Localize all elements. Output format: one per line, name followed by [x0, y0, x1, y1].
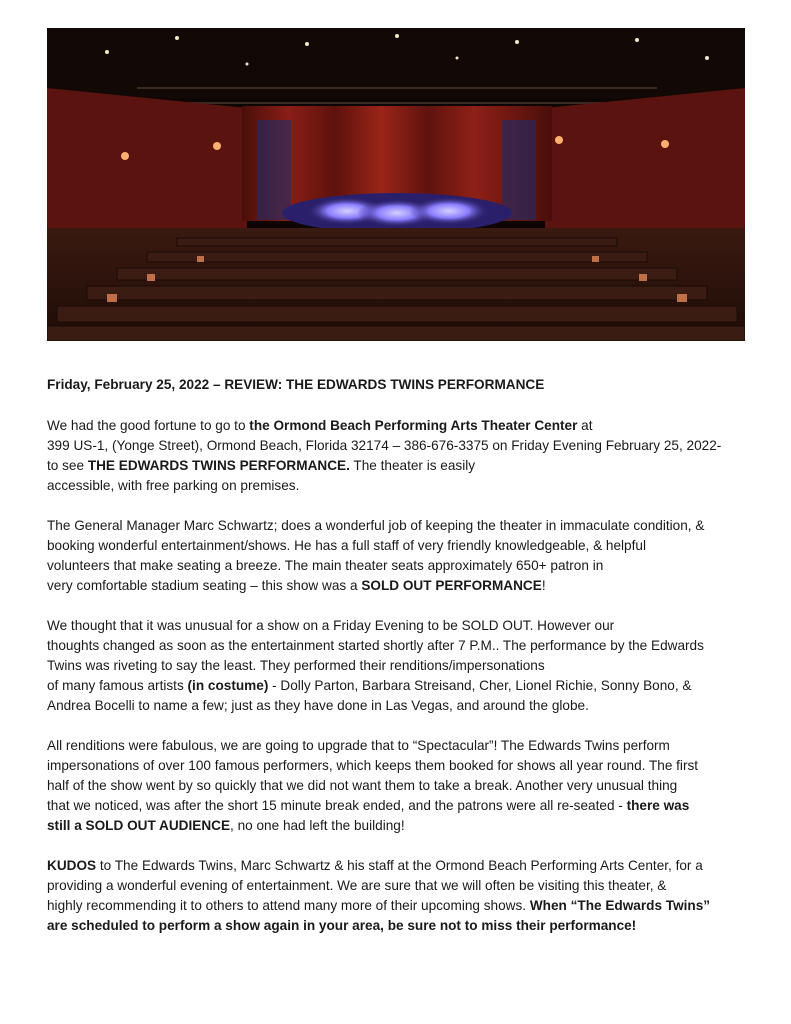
review-article	[47, 375, 747, 956]
paragraph-venue: We had the good fortune to go to the Ormond Beach Performing Arts Theater Center at 399 US-1, (Yonge Street), Ormond Beach, Florida 32174 – 386-676-3375 on Friday Evening February 25, 2022- to see THE EDWARDS TWINS PERFORMANCE. The theater is easily accessible, with free parking on premises.	[47, 418, 722, 493]
paragraph-kudos: KUDOS to The Edwards Twins, Marc Schwartz & his staff at the Ormond Beach Performing Arts Center, for a providing a wonderful evening of entertainment. We are sure that we will often be visiting this theater, & highly recommending it to others to attend many more of their upcoming shows. When “The Edwards Twins” are scheduled to perform a show again in your area, be sure not to miss their performance!	[47, 858, 711, 933]
review-heading: Friday, February 25, 2022 – REVIEW: THE EDWARDS TWINS PERFORMANCE	[47, 377, 545, 392]
theater-auditorium-image	[47, 28, 745, 341]
paragraph-renditions: All renditions were fabulous, we are going to upgrade that to “Spectacular”! The Edwards Twins perform impersonations of over 100 famous performers, which keeps them booked for shows all year round. The first half of the show went by so quickly that we did not want them to take a break. Another very unusual thing that we noticed, was after the short 15 minute break ended, and the patrons were all re-seated - there was still a SOLD OUT AUDIENCE, no one had left the building!	[47, 738, 699, 833]
paragraph-management: The General Manager Marc Schwartz; does a wonderful job of keeping the theater in immaculate condition, & booking wonderful entertainment/shows. He has a full staff of very friendly knowledgeable, & helpful volunteers that make seating a breeze. The main theater seats approximately 650+ patron in very comfortable stadium seating – this show was a SOLD OUT PERFORMANCE!	[47, 518, 705, 593]
theater-photo	[47, 28, 745, 341]
paragraph-performance: We thought that it was unusual for a show on a Friday Evening to be SOLD OUT. However our thoughts changed as soon as the entertainment started shortly after 7 P.M.. The performance by the Edwards Twins was riveting to say the least. They performed their renditions/impersonations of many famous artists (in costume) - Dolly Parton, Barbara Streisand, Cher, Lionel Richie, Sonny Bono, & Andrea Bocelli to name a few; just as they have done in Las Vegas, and around the globe.	[47, 618, 704, 713]
